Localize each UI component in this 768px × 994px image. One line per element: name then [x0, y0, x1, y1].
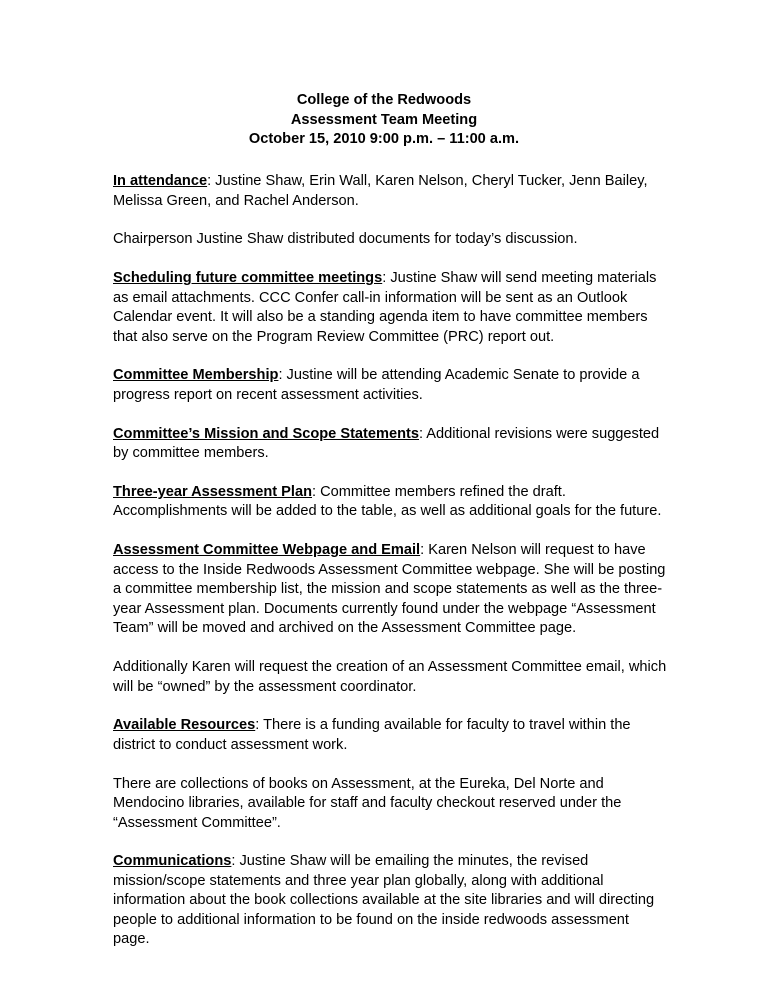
paragraph-plan — [113, 483, 669, 522]
paragraph-chairperson — [113, 230, 669, 250]
section-text: : Committee members refined the draft. Accomplishments will be added to the table, as well as additional goals for the future. — [113, 483, 662, 520]
paragraph-attendance — [113, 172, 669, 211]
section-heading: In attendance — [113, 173, 208, 189]
document-header — [0, 91, 768, 150]
section-heading: Three-year Assessment Plan — [113, 483, 313, 500]
section-text: : Additional revisions were suggested by committee members. — [113, 425, 660, 462]
section-text: : Justine will be attending Academic Senate to provide a progress report on recent assessment activities. — [113, 367, 640, 403]
meeting-date: October 15, 2010 9:00 p.m. – 11:00 a.m. — [248, 131, 520, 147]
section-text: Chairperson Justine Shaw distributed documents for today’s discussion. — [113, 231, 578, 248]
section-text: : Justine Shaw, Erin Wall, Karen Nelson, Cheryl Tucker, Jenn Bailey, Melissa Green, and Rachel Anderson. — [113, 173, 648, 209]
paragraph-webpage — [113, 541, 669, 639]
paragraph-mission — [113, 425, 669, 464]
section-heading: Committee’s Mission and Scope Statements — [113, 425, 419, 442]
paragraph-scheduling — [113, 269, 669, 347]
paragraph-resources — [113, 716, 669, 755]
paragraph-books — [113, 775, 669, 834]
section-text: : Justine Shaw will send meeting materials as email attachments. CCC Confer call-in information will be sent as an Outlook Calendar event. It will also be a standing agenda item to have committee members that also serve on the Program Review Committee (PRC) report out. — [113, 270, 657, 345]
section-heading: Communications — [113, 853, 232, 870]
paragraph-communications — [113, 852, 669, 950]
section-text: : Justine Shaw will be emailing the minutes, the revised mission/scope statements and three year plan globally, along with additional information about the book collections available at the site libraries and will directing people to additional information to be found on the inside redwoods assessment page. — [113, 853, 655, 948]
section-text: : Karen Nelson will request to have access to the Inside Redwoods Assessment Committee webpage. She will be posting a committee membership list, the mission and scope statements as well as the three-year Assessment plan. Documents currently found under the webpage “Assessment Team” will be moved and archived on the Assessment Committee page. — [113, 542, 666, 637]
minutes-body — [113, 172, 669, 969]
paragraph-membership — [113, 366, 669, 405]
section-text: : There is a funding available for faculty to travel within the district to conduct assessment work. — [113, 717, 631, 753]
meeting-title: Assessment Team Meeting — [290, 111, 478, 128]
paragraph-email — [113, 658, 669, 697]
section-heading: Committee Membership — [113, 367, 279, 384]
section-heading: Scheduling future committee meetings — [113, 270, 383, 287]
college-name: College of the Redwoods — [296, 92, 472, 108]
section-heading: Available Resources — [113, 717, 256, 734]
section-text: Additionally Karen will request the creation of an Assessment Committee email, which will be “owned” by the assessment coordinator. — [113, 659, 667, 695]
section-heading: Assessment Committee Webpage and Email — [113, 542, 421, 559]
section-text: There are collections of books on Assessment, at the Eureka, Del Norte and Mendocino libraries, available for staff and faculty checkout reserved under the “Assessment Committee”. — [113, 775, 622, 831]
